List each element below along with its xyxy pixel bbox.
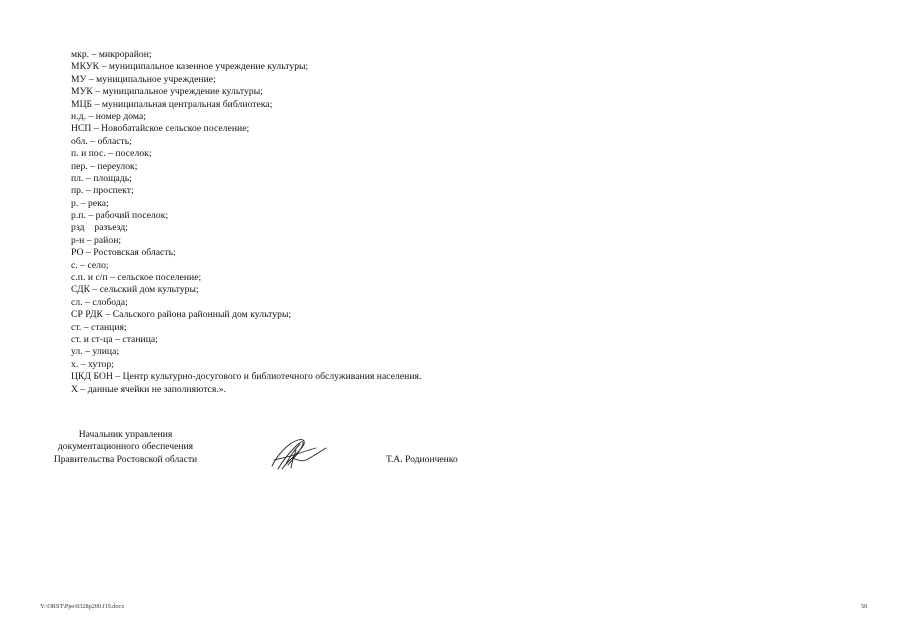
abbreviation-item: ст. – станция; — [71, 321, 127, 333]
abbreviation-item: СР РДК – Сальского района районный дом культуры; — [71, 309, 292, 321]
abbreviation-item: МЦБ – муниципальная центральная библиотека; — [71, 98, 273, 110]
abbreviation-item: МУК – муниципальное учреждение культуры; — [71, 86, 263, 98]
footer-file-path: Y:\ORST\Ppo\0328p200.f19.docx — [40, 603, 125, 610]
handwritten-signature — [266, 436, 330, 472]
signatory-name: Т.А. Родионченко — [386, 454, 458, 465]
abbreviation-item: с. – село; — [71, 259, 109, 271]
abbreviation-item: ст. и ст-ца – станица; — [71, 333, 158, 345]
abbreviation-item: п. и пос. – поселок; — [71, 148, 152, 160]
abbreviation-list — [71, 49, 421, 396]
abbreviation-item: РО – Ростовская область; — [71, 247, 176, 259]
abbreviation-item: р. – река; — [71, 197, 109, 209]
abbreviation-item: обл. – область; — [71, 135, 132, 147]
signatory-title-block — [38, 429, 213, 466]
abbreviation-item: мкр. – микрорайон; — [71, 49, 152, 60]
abbreviation-item: пр. – проспект; — [71, 185, 134, 197]
abbreviation-item: МКУК – муниципальное казенное учреждение культуры; — [71, 61, 309, 73]
abbreviation-item: СДК – сельский дом культуры; — [71, 284, 199, 296]
abbreviation-item: НСП – Новобатайское сельское поселение; — [71, 123, 250, 135]
abbreviation-item: с.п. и с/п – сельское поселение; — [71, 272, 202, 284]
signatory-title-line: Правительства Ростовской области — [53, 453, 198, 465]
abbreviation-item: рзд разъезд; — [71, 222, 128, 234]
abbreviation-item: МУ – муниципальное учреждение; — [71, 73, 216, 85]
abbreviation-item: пл. – площадь; — [71, 172, 132, 184]
abbreviation-item: сл. – слобода; — [71, 296, 128, 308]
abbreviation-item: х. – хутор; — [71, 358, 114, 370]
signatory-title-line: Начальник управления — [78, 429, 173, 440]
abbreviation-item: Х – данные ячейки не заполняются.». — [71, 383, 227, 395]
abbreviation-item: р.п. – рабочий поселок; — [71, 210, 169, 222]
abbreviation-item: ЦКД БОН – Центр культурно-досугового и библиотечного обслуживания населения. — [71, 371, 422, 383]
abbreviation-item: ул. – улица; — [71, 346, 120, 358]
page-number: 50 — [861, 603, 868, 610]
abbreviation-item: пер. – переулок; — [71, 160, 138, 172]
abbreviation-item: н.д. – номер дома; — [71, 110, 147, 122]
signatory-title-line: документационного обеспечения — [57, 441, 194, 453]
abbreviation-item: р-н – район; — [71, 234, 122, 246]
